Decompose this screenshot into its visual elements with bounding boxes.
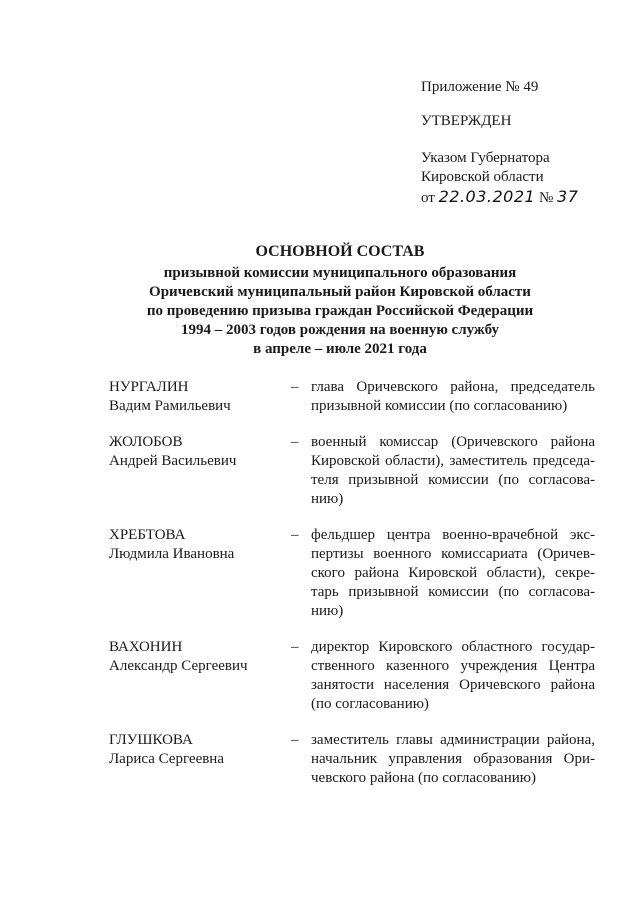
member-surname: НУРГАЛИН [109,379,189,395]
member-surname: ГЛУШКОВА [109,732,193,748]
member-role [311,638,595,714]
role-line: нию) [311,491,344,507]
role-line: (по согласованию) [311,696,429,712]
member-role [311,526,595,621]
approved-stamp-text: УТВЕРЖДЕН [421,113,512,129]
member-surname: ВАХОНИН [109,639,183,655]
role-line: чевского района (по согласованию) [311,770,536,786]
member-dash: – [291,527,299,543]
commission-members-list [109,378,595,805]
title-line: 1994 – 2003 годов рождения на военную службу [180,322,500,338]
appendix-number: Приложение № 49 [421,79,539,95]
member-role [311,731,595,788]
member-role [311,378,595,416]
title-line: призывной комиссии муниципального образования [163,265,517,281]
role-line: военный комиссар (Оричевского района [311,434,595,450]
role-line: призывной комиссии (по согласованию) [311,398,568,414]
member-dash: – [291,639,299,655]
document-title [60,242,620,359]
handwritten-date: 22.03.2021 [438,187,536,206]
annex-block [421,78,621,208]
member-person [109,378,291,416]
role-line: заместитель главы администрации района, [311,732,595,748]
title-main: ОСНОВНОЙ СОСТАВ [255,243,425,260]
role-line: нию) [311,603,344,619]
from-label: от [421,190,435,206]
role-line: глава Оричевского района, председатель [311,379,595,395]
decree-date-line [421,187,621,208]
role-line: начальник управления образования Ори- [311,751,595,767]
number-label: № [538,190,554,206]
decree-line-2: Кировской области [421,169,544,185]
member-entry [109,526,595,621]
member-given-names: Лариса Сергеевна [109,751,224,767]
member-given-names: Андрей Васильевич [109,453,237,469]
role-line: ственного казенного учреждения Центра [311,658,595,674]
member-person [109,731,291,788]
role-line: Кировской области), заместитель председа- [311,453,595,469]
role-line: пертизы военного комиссариата (Оричев- [311,546,595,562]
member-entry [109,638,595,714]
role-line: директор Кировского областного государ- [311,639,595,655]
member-entry [109,731,595,788]
title-line: Оричевский муниципальный район Кировской области [149,284,531,300]
member-entry [109,433,595,509]
title-line: по проведению призыва граждан Российской Федерации [146,303,534,319]
member-dash: – [291,434,299,450]
member-dash: – [291,379,299,395]
handwritten-number: 37 [557,187,579,206]
role-line: теля призывной комиссии (по согласова- [311,472,595,488]
role-line: тарь призывной комиссии (по согласова- [311,584,595,600]
title-line: в апреле – июле 2021 года [253,341,427,357]
member-given-names: Александр Сергеевич [109,658,248,674]
role-line: занятости населения Оричевского района [311,677,595,693]
role-line: фельдшер центра военно-врачебной экс- [311,527,595,543]
member-person [109,638,291,714]
role-line: ского района Кировской области), секре- [311,565,595,581]
member-person [109,526,291,621]
member-given-names: Вадим Рамильевич [109,398,231,414]
member-dash: – [291,732,299,748]
member-role [311,433,595,509]
decree-line-1: Указом Губернатора [421,150,550,166]
member-given-names: Людмила Ивановна [109,546,235,562]
member-person [109,433,291,509]
member-entry [109,378,595,416]
member-surname: ХРЕБТОВА [109,527,186,543]
member-surname: ЖОЛОБОВ [109,434,183,450]
